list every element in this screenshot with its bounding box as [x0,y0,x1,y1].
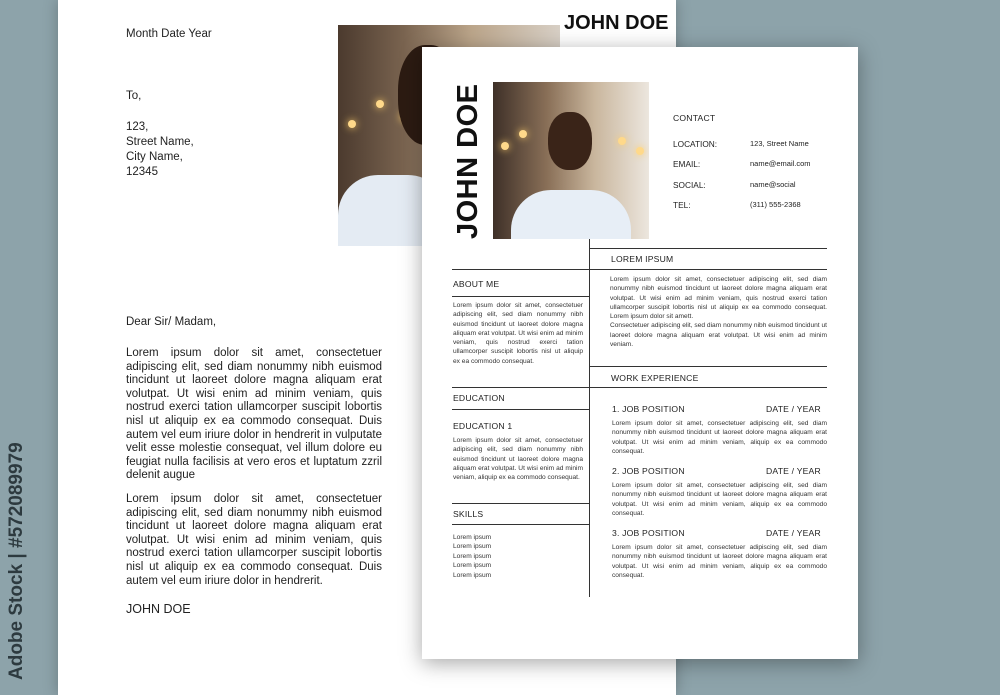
column-divider [589,239,590,597]
profile-photo [493,82,649,239]
divider [452,387,589,388]
job-position: 1. JOB POSITION [612,404,685,414]
job-date: DATE / YEAR [766,528,821,538]
divider [589,366,827,367]
job-date: DATE / YEAR [766,404,821,414]
skill-item: Lorem ipsum [453,562,492,569]
education-item-title: EDUCATION 1 [453,421,513,431]
job-text: Lorem ipsum dolor sit amet, consectetuer adipiscing elit, sed diam nonummy nibh euismod tincidunt ut laoreet dolore magna aliquam erat volutpat. Ut wisi enim ad minim veniam, aliquip ex ea commodo consequat. [612,482,827,517]
about-title: ABOUT ME [453,279,500,289]
contact-value: name@email.com [750,159,811,168]
contact-label: LOCATION: [673,139,718,149]
letter-date: Month Date Year [126,28,212,40]
job-text: Lorem ipsum dolor sit amet, consectetuer adipiscing elit, sed diam nonummy nibh euismod tincidunt ut laoreet dolore magna aliquam erat volutpat. Ut wisi enim ad minim veniam, aliquip ex ea commodo consequat. [612,420,827,455]
resume-name: JOHN DOE [452,83,484,239]
contact-label: EMAIL: [673,159,701,169]
letter-signature: JOHN DOE [126,602,191,616]
education-text: Lorem ipsum dolor sit amet, consectetuer adipiscing elit, sed diam nonummy nibh euismod tincidunt ut laoreet dolore magna aliquam erat volutpat. Ut wisi enim ad minim veniam, aliquip ex ea commodo consequat. [453,437,583,482]
divider [452,503,589,504]
divider [452,524,589,525]
letter-greeting: Dear Sir/ Madam, [126,316,217,328]
job-text: Lorem ipsum dolor sit amet, consectetuer adipiscing elit, sed diam nonummy nibh euismod tincidunt ut laoreet dolore magna aliquam erat volutpat. Ut wisi enim ad minim veniam, aliquip ex ea commodo consequat. [612,544,827,579]
education-title: EDUCATION [453,393,505,403]
lorem-body [610,275,827,349]
contact-value: 123, Street Name [750,139,809,148]
about-text: Lorem ipsum dolor sit amet, consectetuer adipiscing elit, sed diam nonummy nibh euismod tincidunt ut laoreet dolore magna aliquam erat volutpat. Ut wisi enim ad minim veniam, quis nostrud exerci tation ullamcorper suscipit lobortis nisl ut aliquip ex ea commodo consequat. [453,302,583,365]
lorem-text: Consectetuer adipiscing elit, sed diam nonummy nibh euismod tincidunt ut laoreet dolore magna aliquam erat volutpat. Ut wisi enim ad minim veniam. [610,322,827,349]
skill-item: Lorem ipsum [453,572,492,579]
divider [589,269,827,270]
address-line: City Name, [126,151,183,163]
letter-to: To, [126,90,142,102]
divider [452,409,589,410]
job-position: 2. JOB POSITION [612,466,685,476]
resume-page [422,47,858,659]
contact-value: name@social [750,180,796,189]
job-date: DATE / YEAR [766,466,821,476]
contact-label: TEL: [673,200,691,210]
divider [589,248,827,249]
lorem-title: LOREM IPSUM [611,254,674,264]
address-line: Street Name, [126,136,194,148]
work-title: WORK EXPERIENCE [611,373,699,383]
skill-item: Lorem ipsum [453,553,492,560]
lorem-text: Lorem ipsum dolor sit amet, consectetuer adipiscing elit, sed diam nonummy nibh euismod tincidunt ut laoreet dolore magna aliquam erat volutpat. Ut wisi enim ad minim veniam, quis nostrud exerci tation ullamcorper suscipit lobortis nisl ut aliquip ex ea commodo consequat. Lorem ipsum dolor sit amett. [610,276,827,321]
letter-paragraph: Lorem ipsum dolor sit amet, consectetuer adipiscing elit, sed diam nonummy nibh euismod tincidunt ut laoreet dolore magna aliquam erat volutpat. Ut wisi enim ad minim veniam, quis nostrud exerci tation ullamcorper suscipit lobortis nisl ut aliquip ex ea commodo consequat. Duis autem vel eum iriure dolor in hendrerit. [126,492,382,587]
stock-watermark: Adobe Stock | #572089979 [6,442,27,680]
contact-label: SOCIAL: [673,180,706,190]
contact-title: CONTACT [673,113,716,123]
contact-value: (311) 555-2368 [750,200,801,209]
address-line: 12345 [126,166,158,178]
letter-big-name: JOHN DOE [564,12,669,34]
divider [452,269,589,270]
letter-body [126,347,382,588]
divider [452,296,589,297]
skills-title: SKILLS [453,509,484,519]
job-position: 3. JOB POSITION [612,528,685,538]
skill-item: Lorem ipsum [453,534,492,541]
divider [589,387,827,388]
letter-paragraph: Lorem ipsum dolor sit amet, consectetuer adipiscing elit, sed diam nonummy nibh euismod tincidunt ut laoreet dolore magna aliquam erat volutpat. Ut wisi enim ad minim veniam, quis nostrud exerci tation ullamcorper suscipit lobortis nisl ut aliquip ex ea commodo consequat. Duis autem vel eum iriure dolor in hendrerit in vulputate velit esse molestie consequat, vel illum dolore eu feugiat nulla facilisis at vero eros et luptatum zzril delenit augue [126,347,382,482]
address-line: 123, [126,121,149,133]
skill-item: Lorem ipsum [453,543,492,550]
